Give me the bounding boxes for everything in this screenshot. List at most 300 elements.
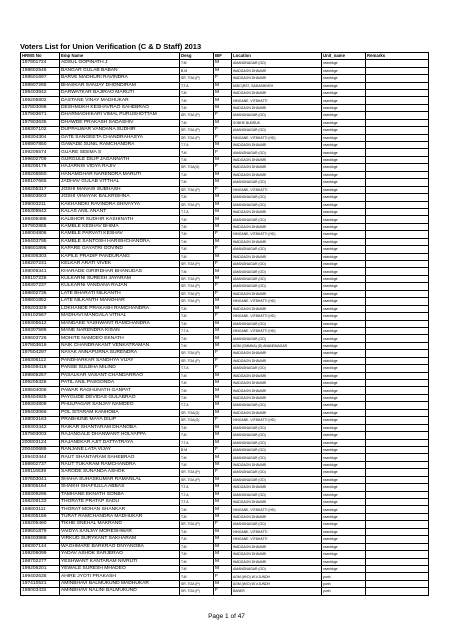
cell-location: AMANGNAGAR (OD) (232, 275, 322, 282)
cell-hrms-no: 198907850 (21, 142, 60, 149)
cell-unit-name: nsechkge (322, 357, 366, 364)
cell-remarks (366, 134, 429, 141)
cell-remarks (366, 268, 429, 275)
cell-hrms-no: 197504297 (21, 350, 60, 357)
cell-location: BANER (232, 588, 322, 595)
cell-location: WADGAON DHAVARI (232, 372, 322, 379)
cell-hrms-no: 198205460 (21, 521, 60, 528)
cell-location: WADGAON DHAVARI (232, 350, 322, 357)
cell-emp-name: MANE NARENDRA KISAN (60, 327, 180, 334)
cell-location: AMANGNAGAR (OD) (232, 365, 322, 372)
cell-emp-name: ADSUL GOPINATH J (60, 60, 180, 67)
cell-hrms-no: 199403842 (21, 89, 60, 96)
table-row (21, 565, 429, 572)
cell-remarks (366, 164, 429, 171)
cell-location: WADGAON DHAVARI (232, 357, 322, 364)
cell-remarks (366, 469, 429, 476)
cell-location: WADGAON DHAVARI (232, 394, 322, 401)
cell-hrms-no: 198116539 (21, 469, 60, 476)
cell-location: WADGAON DHAVARI (232, 558, 322, 565)
cell-bif: M (214, 380, 232, 387)
cell-hrms-no: 198304304 (21, 134, 60, 141)
cell-bif: M (214, 60, 232, 67)
cell-unit-name: nsechkge (322, 543, 366, 550)
cell-desg: T.M (180, 268, 214, 275)
cell-unit-name: nsechkge (322, 305, 366, 312)
table-row (21, 536, 429, 543)
cell-hrms-no: 199205326 (21, 380, 60, 387)
cell-unit-name: nsechkge (322, 201, 366, 208)
cell-emp-name: SHAIKH SHAFIULLA ABBAS (60, 484, 180, 491)
cell-bif: M (214, 491, 232, 498)
cell-location: WADGAON DHAVARI (232, 409, 322, 416)
table-row (21, 283, 429, 290)
table-row (21, 551, 429, 558)
cell-emp-name: PATIL ANIL PASGONDA (60, 380, 180, 387)
cell-unit-name: nsechkge (322, 499, 366, 506)
cell-desg: T.M (180, 335, 214, 342)
cell-emp-name: KALBHOR SUDHIR KASHINATH (60, 216, 180, 223)
cell-remarks (366, 223, 429, 230)
cell-remarks (366, 60, 429, 67)
cell-hrms-no: 199402635 (21, 573, 60, 580)
cell-bif: M (214, 543, 232, 550)
cell-desg: SR. TOA (P) (180, 261, 214, 268)
cell-bif: F (214, 149, 232, 156)
cell-desg: T.M (180, 461, 214, 468)
table-row (21, 149, 429, 156)
cell-desg: SR. TOA(G) (180, 164, 214, 171)
cell-bif: M (214, 223, 232, 230)
cell-emp-name: AHIRE JYOTI PRAKASH (60, 573, 180, 580)
cell-emp-name: THORATE PRATAP SADU (60, 499, 180, 506)
cell-desg: T.T.A (180, 439, 214, 446)
cell-unit-name: punh (322, 580, 366, 587)
cell-bif: M (214, 156, 232, 163)
cell-desg: SR. TOA (P) (180, 201, 214, 208)
cell-location: HINGANE, VITBHATTI (HD) (232, 313, 322, 320)
cell-remarks (366, 536, 429, 543)
cell-emp-name: MADHAVI MANGALA VITHAL (60, 313, 180, 320)
cell-hrms-no: 198501697 (21, 75, 60, 82)
cell-unit-name: nsechkge (322, 246, 366, 253)
cell-location: WADGAON DHAVARI (232, 223, 322, 230)
cell-remarks (366, 484, 429, 491)
table-row (21, 67, 429, 74)
cell-remarks (366, 186, 429, 193)
table-row (21, 357, 429, 364)
cell-bif: F (214, 134, 232, 141)
cell-bif: F (214, 588, 232, 595)
cell-location: WADGAON DHAVARI (232, 171, 322, 178)
cell-desg: T.M (180, 394, 214, 401)
cell-location: MIDC(RS7, SADASHIVEH (232, 82, 322, 89)
cell-unit-name: nsechkge (322, 417, 366, 424)
cell-emp-name: YADAV ASHOK SARJERAO (60, 551, 180, 558)
cell-emp-name: POL SITARAM KANHOBA (60, 409, 180, 416)
cell-hrms-no: 197803616 (21, 342, 60, 349)
cell-unit-name: nsechkge (322, 298, 366, 305)
cell-remarks (366, 387, 429, 394)
cell-remarks (366, 528, 429, 535)
table-row (21, 402, 429, 409)
cell-remarks (366, 521, 429, 528)
cell-desg: SR. TOA (P) (180, 588, 214, 595)
cell-remarks (366, 283, 429, 290)
cell-bif: M (214, 97, 232, 104)
cell-bif: F (214, 112, 232, 119)
cell-hrms-no: 197603041 (21, 476, 60, 483)
cell-desg: SR. TOA (P) (180, 580, 214, 587)
cell-bif: F (214, 365, 232, 372)
cell-desg: T.M (180, 238, 214, 245)
cell-emp-name: PANDHARKAR SANDHYA VIJAY (60, 357, 180, 364)
cell-desg: T.M (180, 424, 214, 431)
cell-hrms-no: 198802735 (21, 290, 60, 297)
table-row (21, 484, 429, 491)
cell-unit-name: nsechkge (322, 521, 366, 528)
cell-unit-name: nsechkge (322, 320, 366, 327)
cell-emp-name: PRABHUNE MAYA DILIP (60, 417, 180, 424)
cell-remarks (366, 380, 429, 387)
table-row (21, 112, 429, 119)
cell-emp-name: MOHITE NAMDEO EKNATH (60, 335, 180, 342)
cell-desg: T.M (180, 194, 214, 201)
cell-hrms-no: 199403444 (21, 454, 60, 461)
cell-unit-name: nsechkge (322, 275, 366, 282)
cell-desg: T.M (180, 387, 214, 394)
cell-desg: T.M (180, 565, 214, 572)
cell-location: AMANGNAGAR (OD) (232, 432, 322, 439)
table-row (21, 521, 429, 528)
cell-remarks (366, 194, 429, 201)
table-row (21, 506, 429, 513)
cell-unit-name: nsechkge (322, 327, 366, 334)
cell-hrms-no: 198107665 (21, 179, 60, 186)
cell-desg: T.M (180, 506, 214, 513)
cell-unit-name: nsechkge (322, 565, 366, 572)
cell-location: WADGAON DHAVARI (232, 164, 322, 171)
cell-unit-name: nsechkge (322, 394, 366, 401)
cell-emp-name: DESHMUKH KESHAVRAO SAHEBRAO (60, 104, 180, 111)
cell-desg: T.M (180, 454, 214, 461)
cell-location: HINGANE, VITBHATTI (232, 528, 322, 535)
cell-remarks (366, 261, 429, 268)
table-row (21, 573, 429, 580)
cell-location: WADGAON DHAVARI (232, 484, 322, 491)
cell-bif: M (214, 142, 232, 149)
table-row (21, 580, 429, 587)
table-row (21, 417, 429, 424)
cell-hrms-no: 199403066 (21, 409, 60, 416)
cell-hrms-no: 199404925 (21, 394, 60, 401)
cell-location: AMANGNAGAR (OD) (232, 439, 322, 446)
table-row (21, 179, 429, 186)
table-row (21, 313, 429, 320)
table-row (21, 208, 429, 215)
cell-unit-name: nsechkge (322, 335, 366, 342)
cell-emp-name: BARVE MADHURI RAVINDRA (60, 75, 180, 82)
voters-table (20, 52, 429, 596)
cell-location: WADGAON DHAVARI (232, 305, 322, 312)
table-row (21, 365, 429, 372)
cell-remarks (366, 171, 429, 178)
cell-unit-name: nsechkge (322, 506, 366, 513)
cell-remarks (366, 75, 429, 82)
cell-desg: T.M (180, 380, 214, 387)
cell-location: AMANGNAGAR (OD) (232, 60, 322, 67)
cell-bif: M (214, 506, 232, 513)
cell-hrms-no: 199305612 (21, 320, 60, 327)
cell-hrms-no: 197902865 (21, 223, 60, 230)
cell-unit-name: nsechkge (322, 372, 366, 379)
cell-bif: M (214, 67, 232, 74)
cell-hrms-no: 199603726 (21, 335, 60, 342)
cell-desg: T.T.A (180, 499, 214, 506)
cell-bif: M (214, 119, 232, 126)
cell-emp-name: RAJANGALE DHANWANT HOLYAPPA (60, 432, 180, 439)
cell-desg: SR. TOA (P) (180, 298, 214, 305)
cell-bif: M (214, 536, 232, 543)
table-row (21, 104, 429, 111)
cell-remarks (366, 179, 429, 186)
cell-unit-name: nsechkge (322, 216, 366, 223)
cell-unit-name: nsechkge (322, 476, 366, 483)
cell-unit-name: nsechkge (322, 513, 366, 520)
cell-location: AMANGNAGAR (OD) (232, 424, 322, 431)
cell-remarks (366, 372, 429, 379)
table-row (21, 372, 429, 379)
cell-hrms-no: 198209133 (21, 499, 60, 506)
table-row (21, 164, 429, 171)
cell-unit-name: nsechkge (322, 261, 366, 268)
cell-remarks (366, 588, 429, 595)
cell-bif: M (214, 268, 232, 275)
cell-hrms-no: 198601896 (21, 246, 60, 253)
cell-bif: M (214, 171, 232, 178)
cell-location: WADGAON DHAVARI (232, 551, 322, 558)
cell-location: AMANGNAGAR (OD) (232, 179, 322, 186)
cell-unit-name: nsechkge (322, 350, 366, 357)
table-row (21, 142, 429, 149)
cell-location: AMANGNAGAR (OD) (232, 216, 322, 223)
cell-bif: F (214, 186, 232, 193)
cell-remarks (366, 365, 429, 372)
table-row (21, 275, 429, 282)
cell-bif: M (214, 513, 232, 520)
cell-hrms-no: 198206550 (21, 171, 60, 178)
cell-hrms-no: 198006164 (21, 484, 60, 491)
cell-desg: T.M (180, 320, 214, 327)
cell-emp-name: RAUT TUKARAM RAMCHANDRA (60, 461, 180, 468)
cell-desg: SR. TOA (P) (180, 127, 214, 134)
cell-desg: T.T.A (180, 365, 214, 372)
cell-unit-name: nsechkge (322, 127, 366, 134)
cell-emp-name: KAMBLE KESHAV BHIMA (60, 223, 180, 230)
table-row (21, 327, 429, 334)
cell-emp-name: MANDAKE YASHWANT RAMCHANDRA (60, 320, 180, 327)
table-row (21, 543, 429, 550)
cell-hrms-no: 196309842 (21, 208, 60, 215)
cell-location: WADGAON DHAVARI (232, 290, 322, 297)
cell-hrms-no: 198702277 (21, 558, 60, 565)
cell-emp-name: RAJANEKAR AJIT DATTATRAYA (60, 439, 180, 446)
cell-bif: M (214, 194, 232, 201)
cell-hrms-no: 198207231 (21, 261, 60, 268)
cell-location: WADGAON DHAVARI (232, 238, 322, 245)
table-row (21, 75, 429, 82)
cell-desg: T.M (180, 216, 214, 223)
cell-hrms-no: 197903635 (21, 119, 60, 126)
page-number: Page 1 of 47 (208, 613, 245, 620)
cell-unit-name: nsechkge (322, 461, 366, 468)
cell-location: AMANGNAGAR (OD) (232, 149, 322, 156)
table-row (21, 60, 429, 67)
cell-bif: F (214, 290, 232, 297)
cell-location: WADGAON DHAVARI (232, 461, 322, 468)
cell-remarks (366, 82, 429, 89)
cell-desg: SR. TOA (P) (180, 112, 214, 119)
cell-unit-name: nsechkge (322, 194, 366, 201)
table-row (21, 231, 429, 238)
cell-unit-name: nsechkge (322, 484, 366, 491)
cell-emp-name: YEWALE SURESH MHADEO (60, 565, 180, 572)
cell-remarks (366, 565, 429, 572)
cell-unit-name: nsechkge (322, 558, 366, 565)
cell-remarks (366, 402, 429, 409)
cell-emp-name: PAYGUDE DEVIDAS GULABRAO (60, 394, 180, 401)
cell-remarks (366, 357, 429, 364)
cell-remarks (366, 394, 429, 401)
cell-hrms-no: 198006341 (21, 268, 60, 275)
cell-bif: M (214, 342, 232, 349)
cell-hrms-no: 199602709 (21, 156, 60, 163)
cell-hrms-no: 199504006 (21, 387, 60, 394)
table-row (21, 528, 429, 535)
cell-hrms-no: 200803124 (21, 439, 60, 446)
table-row (21, 253, 429, 260)
cell-location: AMANGNAGAR (OD) (232, 476, 322, 483)
cell-remarks (366, 320, 429, 327)
cell-desg: SR. TOA (P) (180, 75, 214, 82)
cell-bif: F (214, 469, 232, 476)
table-row (21, 387, 429, 394)
cell-location: AMANGNAGAR (OD) (232, 521, 322, 528)
cell-remarks (366, 149, 429, 156)
cell-desg: SR. TOA (P) (180, 476, 214, 483)
cell-unit-name: nsechkge (322, 104, 366, 111)
cell-emp-name: GAWADE SUNIL RAMCHANDRA (60, 142, 180, 149)
cell-remarks (366, 335, 429, 342)
cell-location: AMANGNAGAR (OD) (232, 565, 322, 572)
cell-remarks (366, 231, 429, 238)
cell-remarks (366, 580, 429, 587)
cell-unit-name: nsechkge (322, 149, 366, 156)
cell-emp-name: TIKHE SNEHAL MAKRAND (60, 521, 180, 528)
cell-remarks (366, 246, 429, 253)
table-row (21, 513, 429, 520)
cell-bif: M (214, 327, 232, 334)
cell-emp-name: YESHWANT KANTARAM NIVRUTI (60, 558, 180, 565)
cell-bif: M (214, 499, 232, 506)
cell-desg: T.M (180, 536, 214, 543)
cell-desg: SR. TOA (P) (180, 134, 214, 141)
table-row (21, 409, 429, 416)
cell-remarks (366, 506, 429, 513)
cell-emp-name: PANSE SULBHA MILIND (60, 365, 180, 372)
cell-remarks (366, 573, 429, 580)
cell-unit-name: punh (322, 573, 366, 580)
cell-bif: F (214, 261, 232, 268)
table-row (21, 380, 429, 387)
cell-unit-name: nsechkge (322, 268, 366, 275)
cell-desg: T.M (180, 513, 214, 520)
table-row (21, 491, 429, 498)
cell-emp-name: NAIK CHANDRAKANT VENKATRAMAN (60, 342, 180, 349)
cell-location: AMANGNAGAR (OD) (232, 320, 322, 327)
cell-bif: M (214, 484, 232, 491)
cell-location: AMANGNAGAR (OD) (232, 194, 322, 201)
cell-emp-name: DHARMADHIKARI VIMAL PURUSHOTTAM (60, 112, 180, 119)
table-row (21, 476, 429, 483)
table-row (21, 268, 429, 275)
cell-unit-name: nsechkge (322, 75, 366, 82)
cell-unit-name: nsechkge (322, 290, 366, 297)
cell-bif: M (214, 305, 232, 312)
cell-bif: M (214, 387, 232, 394)
cell-desg: T.M (180, 432, 214, 439)
cell-bif: F (214, 357, 232, 364)
cell-desg: SR. TOA (P) (180, 469, 214, 476)
cell-unit-name: nsechkge (322, 402, 366, 409)
cell-bif: M (214, 402, 232, 409)
cell-emp-name: DUPPALWAR VANDANA SUDHIR (60, 127, 180, 134)
cell-remarks (366, 305, 429, 312)
cell-unit-name: nsechkge (322, 208, 366, 215)
column-header-unit-name: Unit_name (322, 53, 366, 60)
cell-hrms-no: 199003211 (21, 201, 60, 208)
cell-desg: SR. TOA (P) (180, 290, 214, 297)
cell-remarks (366, 513, 429, 520)
cell-remarks (366, 313, 429, 320)
cell-desg: T.M (180, 156, 214, 163)
cell-unit-name: nsechkge (322, 446, 366, 453)
cell-unit-name: nsechkge (322, 536, 366, 543)
cell-remarks (366, 112, 429, 119)
cell-unit-name: nsechkge (322, 365, 366, 372)
column-header-hrms-no: HRMS No (21, 53, 60, 60)
cell-remarks (366, 201, 429, 208)
cell-hrms-no: 198003432 (21, 588, 60, 595)
cell-desg: B.M (180, 67, 214, 74)
cell-hrms-no: 198409416 (21, 365, 60, 372)
cell-location: WADGAON DHAVARI (232, 253, 322, 260)
cell-bif: M (214, 439, 232, 446)
cell-hrms-no: 199304808 (21, 402, 60, 409)
cell-unit-name: nsechkge (322, 156, 366, 163)
cell-bif: F (214, 350, 232, 357)
cell-location: AMANGNAGAR (OD) (232, 454, 322, 461)
cell-emp-name: GUARE SEEMA S (60, 149, 180, 156)
cell-location: SOBHE BUDRUK (232, 119, 322, 126)
cell-emp-name: RAUT SHANTARAM SAHEBRAO (60, 454, 180, 461)
cell-emp-name: KAPARE GAYATRI GOVIND (60, 246, 180, 253)
cell-desg: T.M (180, 528, 214, 535)
cell-hrms-no: 197901724 (21, 60, 60, 67)
cell-bif: M (214, 179, 232, 186)
cell-unit-name: nsechkge (322, 67, 366, 74)
cell-emp-name: KULKARNI VANDANA RAJAN (60, 283, 180, 290)
